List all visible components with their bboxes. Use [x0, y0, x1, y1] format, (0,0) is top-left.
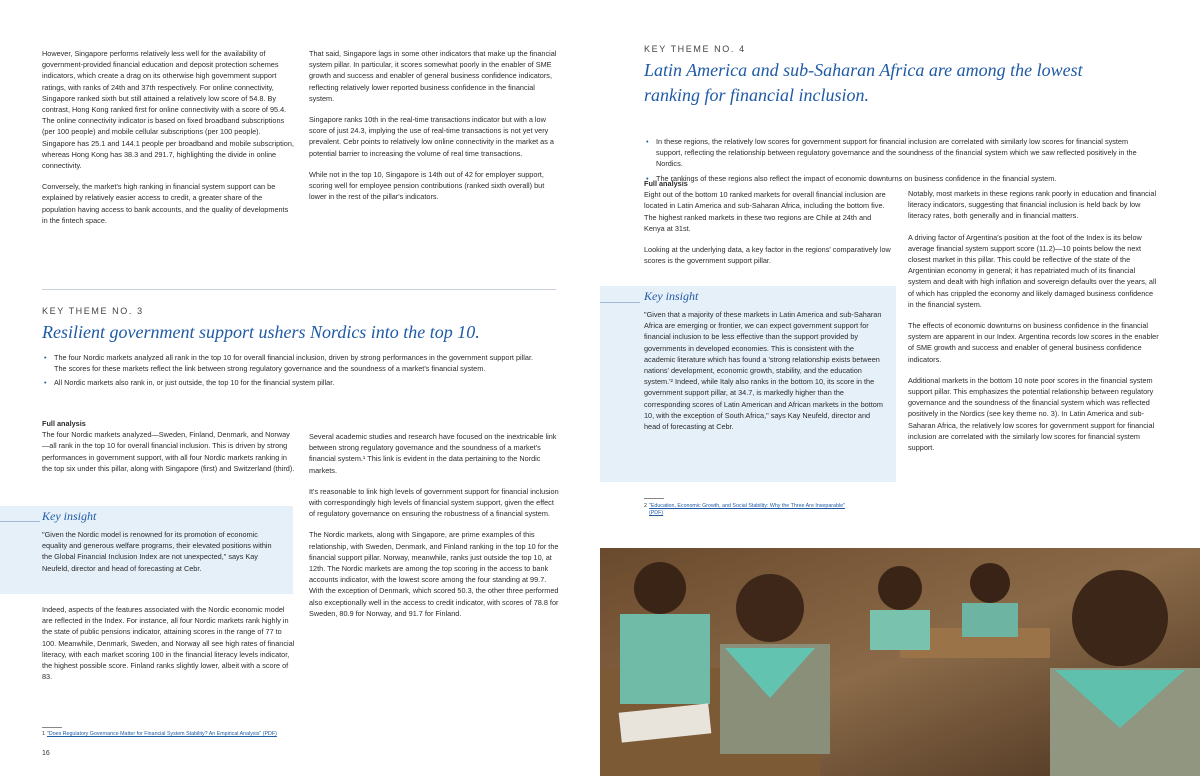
key-insight-title: Key insight [42, 509, 97, 523]
full-analysis-label: Full analysis [42, 419, 86, 428]
paragraph: That said, Singapore lags in some other indicators that make up the financial system pillar. In particular, it scores somewhat poorly in the enabler of SME growth and success and enabler of general business confidence indicators, reflecting relatively lower reported business confidence in the financial system. [309, 49, 557, 103]
paragraph: Several academic studies and research have focused on the inextricable link between strong regulatory governance and the soundness of a market's financial system.¹ This link is evident in the data pertaining to the Nordic markets. [309, 432, 557, 475]
theme-kicker: KEY THEME NO. 3 [42, 306, 144, 316]
theme-headline: Latin America and sub-Saharan Africa are among the lowest ranking for financial inclusion. [644, 60, 1083, 105]
top-column-2 [309, 48, 559, 212]
paragraph: Looking at the underlying data, a key factor in the regions' comparatively low scores is the government support pillar. [644, 245, 891, 266]
key-insight-quote: "Given the Nordic model is renowned for its promotion of economic equality and generous welfare programs, their elevated positions within the Global Financial Inclusion Index are not unexpected," says Kay Neufeld, director and head of forecasting at Cebr. [42, 530, 272, 573]
paragraph: Conversely, the market's high ranking in financial system support can be explained by relatively easier access to credit, a greater share of the population having access to bank accounts, and the quality of developments in the fintech space. [42, 182, 289, 225]
footnote-link[interactable]: "Education, Economic Growth, and Social Stability: Why the Three Are Inseparable" (PDF) [649, 503, 845, 516]
paragraph: Additional markets in the bottom 10 note poor scores in the financial system support pillar. This emphasizes the potential relationship between regulatory governance and the soundness of the financial system which was reflected positively in the Nordics (see key theme no. 3). In Latin America and sub-Saharan Africa, the relatively low scores for government support for financial inclusion are correlated with the similarly low scores for financial system support. [908, 375, 1155, 453]
bullet-item: • The four Nordic markets analyzed all rank in the top 10 for overall financial inclusion, driven by strong performances in the government support pillar. The scores for these markets reflect the link between strong regulatory governance and the soundness of a market's financial system. [42, 352, 542, 374]
theme-kicker: KEY THEME NO. 4 [644, 44, 746, 54]
bullet-item: • The rankings of these regions also reflect the impact of economic downturns on business confidence in the financial system. [644, 173, 1144, 184]
page-number: 16 [42, 750, 50, 757]
footnote-number: 2 [644, 503, 647, 509]
analysis-column-2 [309, 431, 559, 629]
analysis-column-1 [42, 418, 297, 484]
insight-divider [0, 521, 40, 522]
theme-headline: Resilient government support ushers Nordics into the top 10. [42, 322, 480, 342]
footnote-link[interactable]: "Does Regulatory Governance Matter for Financial System Stability? An Empirical Analysis" (PDF) [47, 731, 277, 737]
paragraph: However, Singapore performs relatively less well for the availability of government-provided financial education and deposit protection schemes indicators, which create a drag on its otherwise high government support ratings, with ranks of 24th and 37th respectively. For online connectivity, Singapore ranked sixth but still attained a relatively low score of 54.8. By contrast, Hong Kong ranked first for online connectivity with a score of 95.4. The online connectivity indicator is based on fixed broadband subscriptions (per 100 people) and mobile cellular subscriptions (per 100 people). Singapore has 25.1 and 144.1 people per broadband and mobile subscription, whereas Hong Kong has 38.3 and 291.7, highlighting the divide in online connectivity. [42, 49, 294, 171]
paragraph: Notably, most markets in these regions rank poorly in education and financial literacy indicators, suggesting that financial inclusion is held back by low literacy rates, both generally and in financial matters. [908, 189, 1157, 221]
analysis-column-2 [908, 188, 1160, 463]
classroom-photo [600, 548, 1200, 776]
key-insight-title: Key insight [644, 289, 699, 303]
section-divider [42, 289, 556, 290]
analysis-column-1 [644, 178, 892, 276]
paragraph: Indeed, aspects of the features associated with the Nordic economic model are reflected in the Index. For instance, all four Nordic markets rank highly in the state of public pensions indicator, attaining scores in the range of 77 to 100. Meanwhile, Denmark, Sweden, and Norway all see high rates of financial literacy, with each market scoring 100 in the financial literacy levels indicator, the highest possible score. Finland ranks slightly lower, albeit with a score of 83. [42, 605, 295, 682]
bullet-item: • All Nordic markets also rank in, or just outside, the top 10 for the financial system pillar. [42, 377, 542, 388]
paragraph: The Nordic markets, along with Singapore, are prime examples of this relationship, with Sweden, Denmark, and Finland ranking in the top 10 for the financial support pillar. Norway, meanwhile, ranks just outside the top 10, at 12th. The Nordic markets are among the top scoring in the access to bank accounts indicator, with the lowest score among the four standing at 99.7. With the exception of Denmark, which scored 50.3, the other three performed also exceptionally well in the access to credit indicator, with scores of 78.8 for Sweden, 80.9 for Norway, and 91.7 for Finland. [309, 530, 559, 618]
paragraph: Eight out of the bottom 10 ranked markets for overall financial inclusion are located in Latin America and sub-Saharan Africa, including the bottom five. The highest ranked markets in these two regions are Chile at 24th and Kenya at 31st. [644, 190, 886, 233]
footnote-rule [644, 498, 664, 499]
paragraph: While not in the top 10, Singapore is 14th out of 42 for employer support, scoring well for employee pension contributions (ranked sixth overall) but lower in the rest of the pillar's indicators. [309, 169, 545, 202]
classroom-photo-illustration [600, 548, 1200, 776]
insight-divider [600, 302, 640, 303]
bullet-item: • In these regions, the relatively low scores for government support for financial inclusion are correlated with similarly low scores for financial system support, reflecting the relationship between regulatory governance and the soundness of the financial system which we saw reflected positively in the Nordics. [644, 136, 1144, 170]
top-column-1 [42, 48, 294, 236]
paragraph: It's reasonable to link high levels of government support for financial inclusion with correspondingly high levels of financial system support, given the effect of regulatory governance on ensuring the robustness of a financial system. [309, 486, 559, 519]
paragraph: Singapore ranks 10th in the real-time transactions indicator but with a low score of just 24.3, implying the use of real-time transactions is not yet very prevalent. Cebr points to relatively low online connectivity in the market as a potential barrier to increasing the volume of real time transactions. [309, 115, 554, 158]
key-insight-quote: "Given that a majority of these markets in Latin America and sub-Saharan Africa are emerging or frontier, we can expect government support for financial inclusion to be less effective than the support provided by governments in developed economies. This is consistent with the academic literature which has found a 'strong relationship exists between nations' development, economic growth, stability, and the education system.'² Indeed, while Italy also ranks in the bottom 10, its score in the government support pillar, at 34.7, is markedly higher than the corresponding scores of Latin American and African markets in the bottom 10, with the exception of South Africa," says Kay Neufeld, director and head of forecasting at Cebr. [644, 310, 883, 432]
footnote-rule [42, 727, 62, 728]
analysis-column-1-continued [42, 604, 297, 692]
right-page [600, 0, 1200, 776]
paragraph: The effects of economic downturns on business confidence in the financial system are apparent in our Index. Argentina records low scores in the enabler of SME growth and success and enabler of general business confidence indicators. [908, 321, 1159, 364]
full-analysis-label: Full analysis [644, 179, 688, 188]
paragraph: The four Nordic markets analyzed—Sweden, Finland, Denmark, and Norway—all rank in the top 10 for overall financial inclusion. This is driven by strong performances in government support, with all four Nordic markets ranking in the top six under this pillar, along with Singapore (first) and Switzerland (third). [42, 430, 295, 473]
paragraph: A driving factor of Argentina's position at the foot of the Index is its below average financial system support score (11.2)—10 points below the next closest market in this pillar. This could be reflective of the state of the Argentinian economy in general; it has repatriated much of its financial system and dealt with high inflation and sovereign defaults over the years, all of which has crippled the economy and likely damaged business confidence in the financial system. [908, 232, 1157, 309]
theme-bullets [42, 352, 542, 392]
footnote-number: 1 [42, 731, 45, 737]
